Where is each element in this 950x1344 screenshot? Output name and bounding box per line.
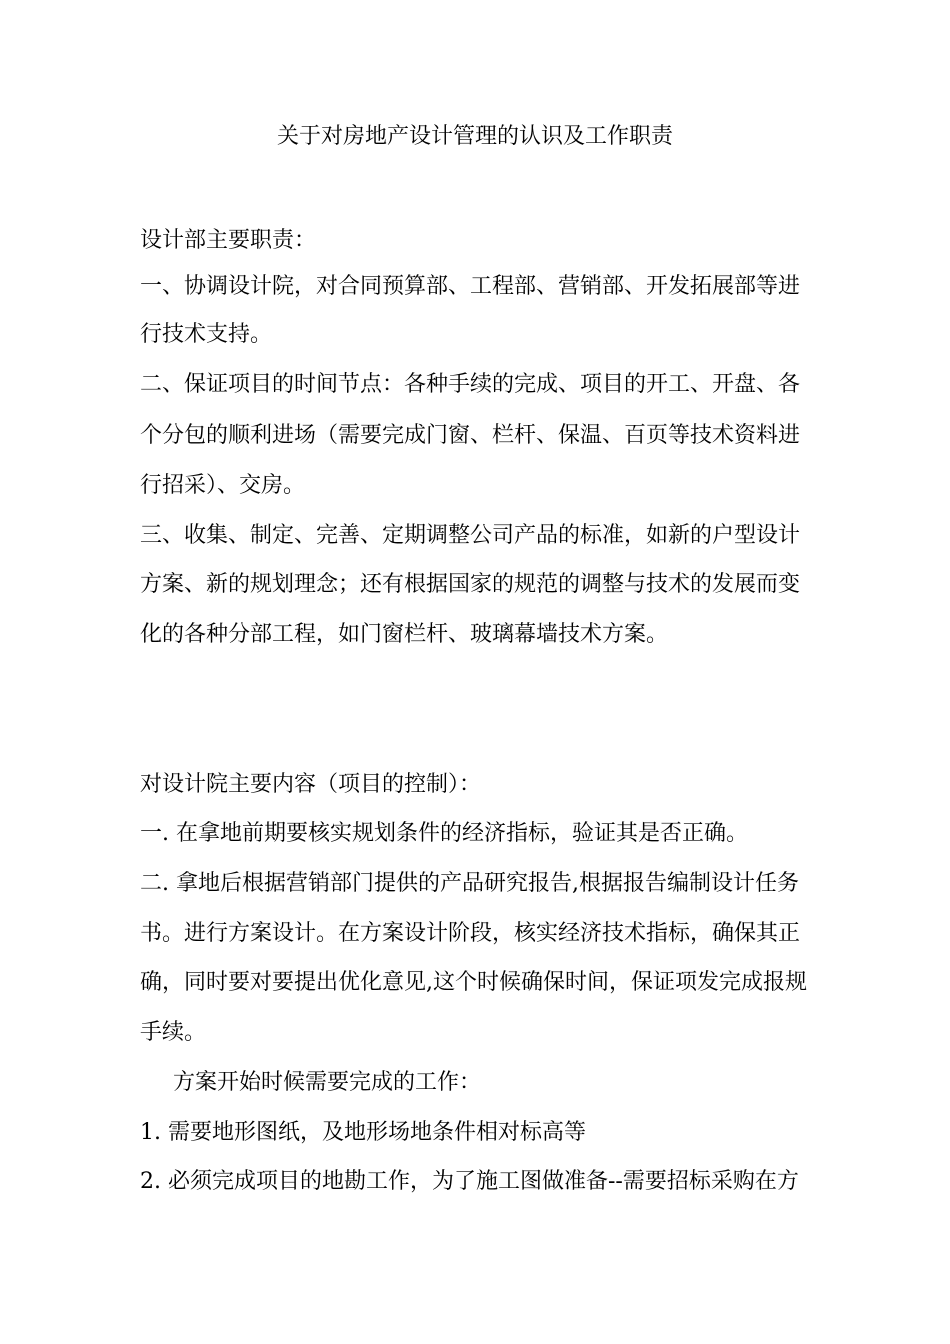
paragraph-line: 二、保证项目的时间节点：各种手续的完成、项目的开工、开盘、各 <box>140 372 801 397</box>
section-heading-design-institute: 对设计院主要内容（项目的控制）： <box>140 772 482 797</box>
paragraph-line: 三、收集、制定、完善、定期调整公司产品的标准，如新的户型设计 <box>140 523 801 548</box>
paragraph-line: 确，同时要对要提出优化意见,这个时候确保时间，保证项发完成报规 <box>140 970 807 995</box>
subheading-scheme-start: 方案开始时候需要完成的工作： <box>173 1070 482 1095</box>
paragraph-line: 一、协调设计院，对合同预算部、工程部、营销部、开发拓展部等进 <box>140 274 801 299</box>
paragraph-line: 二. 拿地后根据营销部门提供的产品研究报告,根据报告编制设计任务 <box>140 871 799 896</box>
document-title: 关于对房地产设计管理的认识及工作职责 <box>276 124 673 149</box>
paragraph-line: 行招采）、交房。 <box>140 473 306 498</box>
paragraph-line: 个分包的顺利进场（需要完成门窗、栏杆、保温、百页等技术资料进 <box>140 423 801 448</box>
paragraph-line: 手续。 <box>140 1020 207 1045</box>
paragraph-line: 化的各种分部工程，如门窗栏杆、玻璃幕墙技术方案。 <box>140 622 669 647</box>
paragraph-line: 行技术支持。 <box>140 322 273 347</box>
paragraph-line: 书。进行方案设计。在方案设计阶段，核实经济技术指标，确保其正 <box>140 921 801 946</box>
list-item: 1. 需要地形图纸，及地形场地条件相对标高等 <box>140 1120 586 1145</box>
paragraph-line: 一. 在拿地前期要核实规划条件的经济指标，验证其是否正确。 <box>140 821 748 846</box>
list-item: 2. 必须完成项目的地勘工作，为了施工图做准备--需要招标采购在方 <box>140 1169 799 1194</box>
paragraph-line: 方案、新的规划理念；还有根据国家的规范的调整与技术的发展而变 <box>140 572 801 597</box>
section-heading-design-duties: 设计部主要职责： <box>140 228 317 253</box>
